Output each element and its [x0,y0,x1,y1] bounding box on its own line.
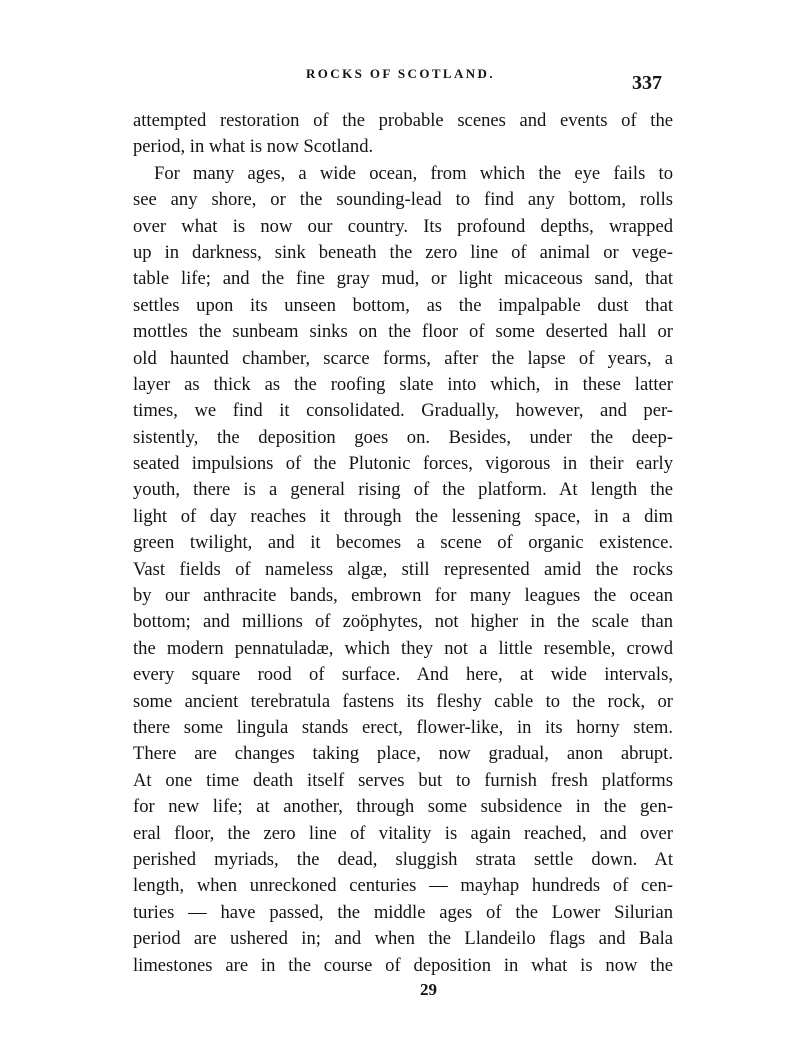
text-line: period are ushered in; and when the Llandeilo flags and Bala [133,928,673,950]
text-line: eral floor, the zero line of vitality is again reached, and over [133,822,673,844]
text-line: old haunted chamber, scarce forms, after the lapse of years, a [133,347,673,369]
text-line: up in darkness, sink beneath the zero line of animal or vege- [133,241,673,263]
text-line: At one time death itself serves but to furnish fresh platforms [133,769,673,791]
text-line: layer as thick as the roofing slate into which, in these latter [133,373,673,395]
text-line: see any shore, or the sounding-lead to find any bottom, rolls [133,189,673,211]
text-line: period, in what is now Scotland. [133,136,374,158]
text-line: over what is now our country. Its profound depths, wrapped [133,215,673,237]
text-line: some ancient terebratula fastens its fleshy cable to the rock, or [133,690,673,712]
text-line: every square rood of surface. And here, at wide intervals, [133,664,673,686]
signature-mark: 29 [420,980,437,999]
text-line: limestones are in the course of deposition in what is now the [133,954,673,976]
text-line: times, we find it consolidated. Gradually, however, and per- [133,400,673,422]
text-line: perished myriads, the dead, sluggish strata settle down. At [133,848,673,870]
text-line: for new life; at another, through some subsidence in the gen- [133,796,673,818]
text-line: seated impulsions of the Plutonic forces, vigorous in their early [133,453,673,475]
page-number: 337 [632,72,662,94]
text-line: youth, there is a general rising of the platform. At length the [133,479,673,501]
text-line: the modern pennatuladæ, which they not a little resemble, crowd [133,637,673,659]
text-line: table life; and the fine gray mud, or light micaceous sand, that [133,268,673,290]
body-text [133,108,673,979]
text-line: For many ages, a wide ocean, from which the eye fails to [154,162,673,184]
text-line: light of day reaches it through the lessening space, in a dim [133,505,673,527]
text-line: attempted restoration of the probable scenes and events of the [133,110,673,131]
text-line: by our anthracite bands, embrown for many leagues the ocean [133,585,673,607]
text-line: mottles the sunbeam sinks on the floor of some deserted hall or [133,321,673,343]
text-line: There are changes taking place, now gradual, anon abrupt. [133,743,673,765]
running-head: ROCKS OF SCOTLAND. [306,66,495,81]
text-line: Vast fields of nameless algæ, still represented amid the rocks [133,558,673,580]
text-line: length, when unreckoned centuries — mayhap hundreds of cen- [133,875,673,897]
text-line: turies — have passed, the middle ages of the Lower Silurian [133,901,673,923]
text-line: settles upon its unseen bottom, as the impalpable dust that [133,294,673,316]
text-line: bottom; and millions of zoöphytes, not higher in the scale than [133,611,673,633]
text-line: green twilight, and it becomes a scene of organic existence. [133,532,673,554]
text-line: there some lingula stands erect, flower-like, in its horny stem. [133,716,673,738]
text-line: sistently, the deposition goes on. Besides, under the deep- [133,426,673,448]
